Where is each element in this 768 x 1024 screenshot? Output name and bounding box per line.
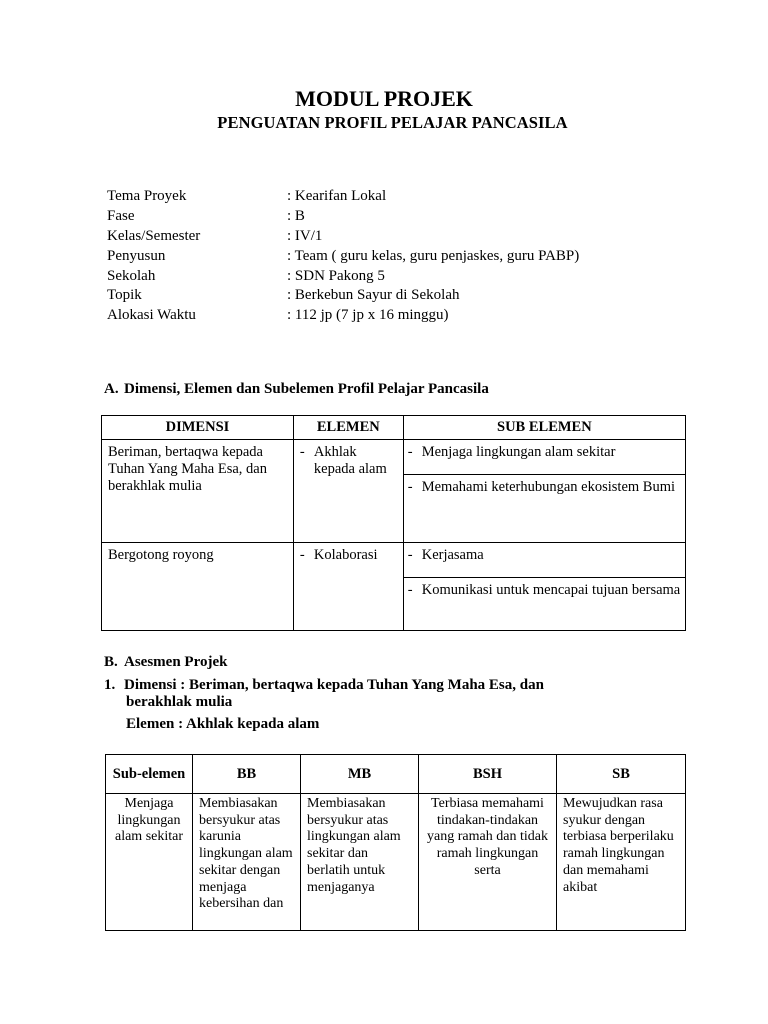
sub-elemen-text: Memahami keterhubungan ekosistem Bumi [421,479,676,495]
info-value: : 112 jp (7 jp x 16 minggu) [287,307,449,324]
header-sb: SB [557,755,686,794]
info-label: Topik [107,287,142,304]
elemen-text: Kolaborasi [313,547,378,563]
sub-elemen-cell: - Menjaga lingkungan alam sekitar [403,440,685,475]
section-b-title: Asesmen Projek [124,654,228,670]
asesmen-table [105,754,686,931]
header-sub-elemen: SUB ELEMEN [403,416,685,440]
mb-cell: Membiasakan bersyukur atas lingkungan alam sekitar dan berlatih untuk menjaganya [301,794,419,931]
header-sub-elemen: Sub-elemen [106,755,193,794]
table-row [106,794,686,931]
table-row [102,543,686,578]
sub-elemen-cell: - Kerjasama [403,543,685,578]
section-a-heading [104,381,489,398]
elemen-cell: - Kolaborasi [293,543,403,631]
header-mb: MB [301,755,419,794]
header-bsh: BSH [419,755,557,794]
info-label: Fase [107,207,135,224]
elemen-heading: Elemen : Akhlak kepada alam [126,716,320,732]
table-row [102,440,686,475]
dimensi-cell: Bergotong royong [102,543,294,631]
header-dimensi: DIMENSI [102,416,294,440]
info-label: Tema Proyek [107,188,187,204]
header-elemen: ELEMEN [293,416,403,440]
dimensi-table [101,415,686,631]
section-b-heading [104,654,227,671]
elemen-text: Akhlak kepada alam [313,444,387,477]
sub-elemen-text: Kerjasama [421,547,484,563]
info-label: Sekolah [107,267,156,284]
info-value: : IV/1 [287,227,323,244]
info-value: : SDN Pakong 5 [287,267,385,284]
sb-cell: Mewujudkan rasa syukur dengan terbiasa berperilaku ramah lingkungan dan memahami akibat [557,794,686,931]
info-value: : Berkebun Sayur di Sekolah [287,287,460,304]
header-bb: BB [193,755,301,794]
sub-elemen-cell: Menjaga lingkungan alam sekitar [106,794,193,931]
table-header-row [106,755,686,794]
elemen-cell: - Akhlak kepada alam [293,440,403,543]
bb-cell: Membiasakan bersyukur atas karunia lingkungan alam sekitar dengan menjaga kebersihan dan [193,794,301,931]
info-label: Penyusun [107,247,166,264]
dimensi-line: Dimensi : Beriman, bertaqwa kepada Tuhan Yang Maha Esa, dan [124,677,544,693]
bsh-cell: Terbiasa memahami tindakan-tindakan yang ramah dan tidak ramah lingkungan serta [419,794,557,931]
page-title: MODUL PROJEK [295,86,473,111]
section-a-title: Dimensi, Elemen dan Subelemen Profil Pelajar Pancasila [124,381,489,397]
info-value: : B [287,207,305,224]
sub-elemen-cell: - Komunikasi untuk mencapai tujuan bersama [403,578,685,631]
dimensi-line: berakhlak mulia [126,694,233,710]
dimensi-heading [104,677,544,711]
sub-elemen-text: Komunikasi untuk mencapai tujuan bersama [421,582,681,598]
sub-elemen-cell: - Memahami keterhubungan ekosistem Bumi [403,475,685,543]
item-number: 1. [104,677,116,693]
info-value: : Kearifan Lokal [287,188,387,204]
info-value: : Team ( guru kelas, guru penjaskes, guru PABP) [287,247,580,264]
table-header-row [102,416,686,440]
info-label: Kelas/Semester [107,227,201,244]
dimensi-cell: Beriman, bertaqwa kepada Tuhan Yang Maha Esa, dan berakhlak mulia [102,440,294,543]
info-label: Alokasi Waktu [107,307,196,324]
sub-elemen-text: Menjaga lingkungan alam sekitar [421,444,616,460]
page-subtitle: PENGUATAN PROFIL PELAJAR PANCASILA [217,113,568,132]
section-b-number: B. [104,654,118,670]
section-a-number: A. [104,381,119,397]
